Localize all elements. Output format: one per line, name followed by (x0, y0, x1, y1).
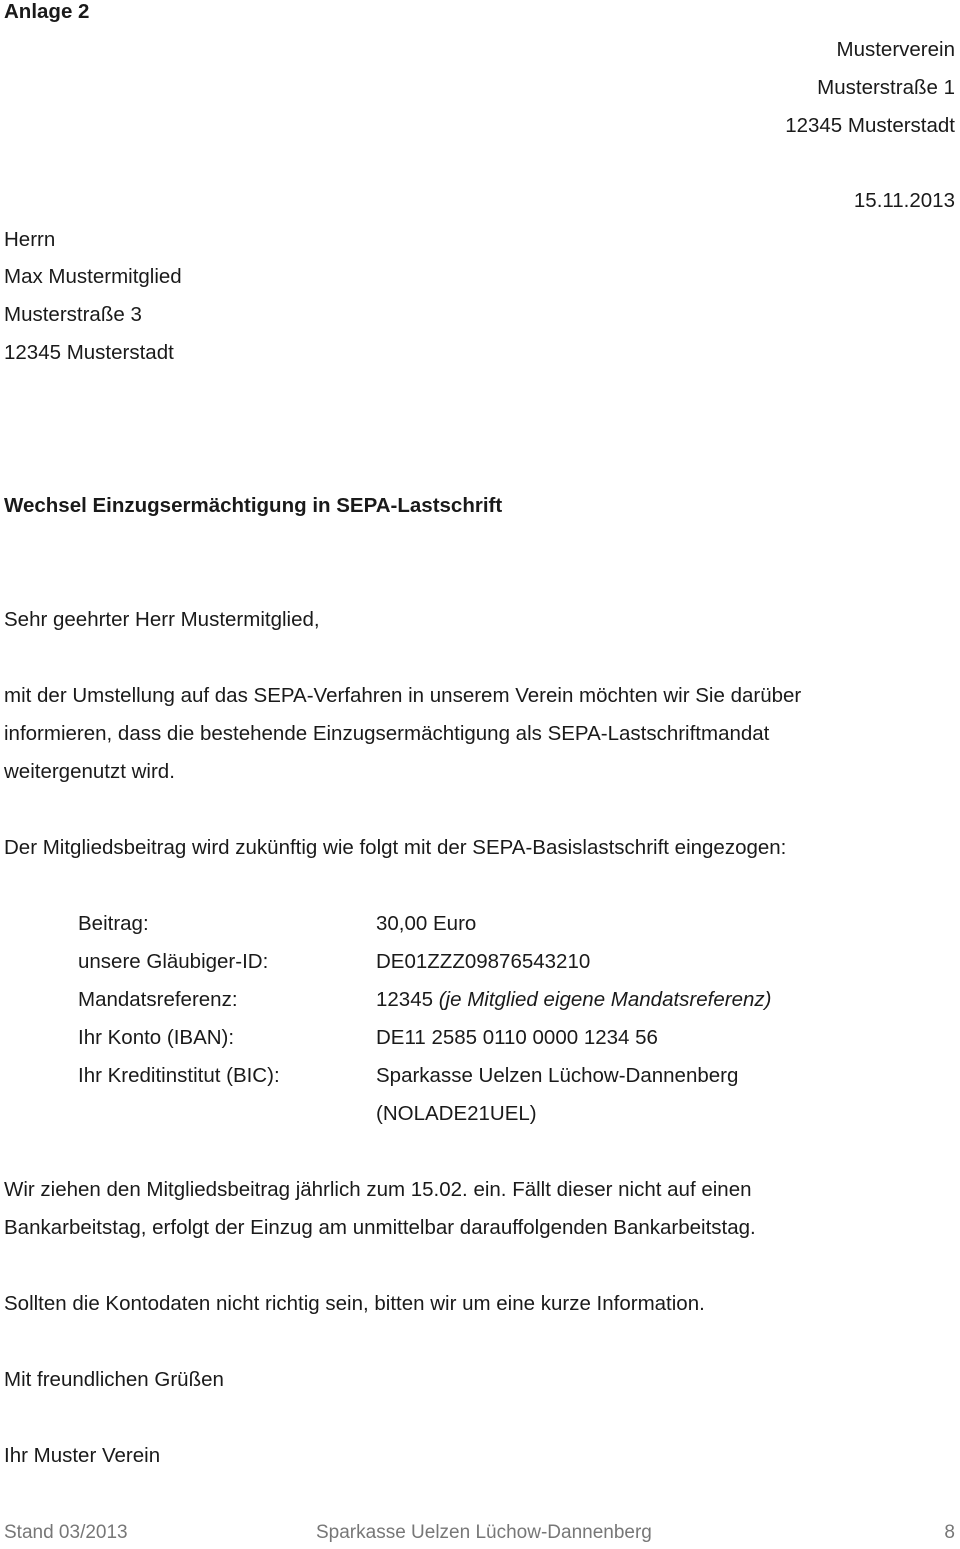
recipient-name: Max Mustermitglied (4, 265, 182, 288)
footer-page-number: 8 (944, 1522, 955, 1543)
sender-city: 12345 Musterstadt (785, 114, 955, 137)
para2: Der Mitgliedsbeitrag wird zukünftig wie folgt mit der SEPA-Basislastschrift eingezogen: (4, 836, 787, 859)
value-bic: (NOLADE21UEL) (376, 1102, 537, 1125)
footer-bank: Sparkasse Uelzen Lüchow-Dannenberg (316, 1522, 652, 1543)
mandate-ref: 12345 (376, 988, 434, 1011)
value-mandate (376, 987, 771, 1013)
value-creditor-id: DE01ZZZ09876543210 (376, 950, 591, 973)
footer-status: Stand 03/2013 (4, 1522, 128, 1543)
signature: Ihr Muster Verein (4, 1444, 161, 1467)
value-iban: DE11 2585 0110 0000 1234 56 (376, 1026, 658, 1049)
mandate-note: (je Mitglied eigene Mandatsreferenz) (438, 988, 772, 1011)
para4: Sollten die Kontodaten nicht richtig sein, bitten wir um eine kurze Information. (4, 1292, 705, 1315)
para3-line: Wir ziehen den Mitgliedsbeitrag jährlich zum 15.02. ein. Fällt dieser nicht auf einen (4, 1178, 752, 1201)
value-bank: Sparkasse Uelzen Lüchow-Dannenberg (376, 1064, 739, 1087)
subject: Wechsel Einzugsermächtigung in SEPA-Lastschrift (4, 494, 503, 517)
label-creditor-id: unsere Gläubiger-ID: (78, 950, 269, 973)
recipient-street: Musterstraße 3 (4, 303, 142, 326)
para3-line: Bankarbeitstag, erfolgt der Einzug am unmittelbar darauffolgenden Bankarbeitstag. (4, 1216, 756, 1239)
label-amount: Beitrag: (78, 912, 149, 935)
label-mandate: Mandatsreferenz: (78, 988, 238, 1011)
sender-name: Musterverein (836, 38, 955, 61)
recipient-title: Herrn (4, 228, 56, 251)
label-bank: Ihr Kreditinstitut (BIC): (78, 1064, 280, 1087)
para1-line: informieren, dass die bestehende Einzugsermächtigung als SEPA-Lastschriftmandat (4, 722, 770, 745)
para1-line: weitergenutzt wird. (4, 760, 175, 783)
label-iban: Ihr Konto (IBAN): (78, 1026, 235, 1049)
recipient-city: 12345 Musterstadt (4, 341, 174, 364)
annex-label: Anlage 2 (4, 0, 90, 23)
letter-date: 15.11.2013 (853, 189, 955, 212)
para1-line: mit der Umstellung auf das SEPA-Verfahren in unserem Verein möchten wir Sie darüber (4, 684, 802, 707)
sender-street: Musterstraße 1 (817, 76, 955, 99)
value-amount: 30,00 Euro (376, 912, 477, 935)
salutation: Sehr geehrter Herr Mustermitglied, (4, 608, 320, 631)
closing: Mit freundlichen Grüßen (4, 1368, 224, 1391)
